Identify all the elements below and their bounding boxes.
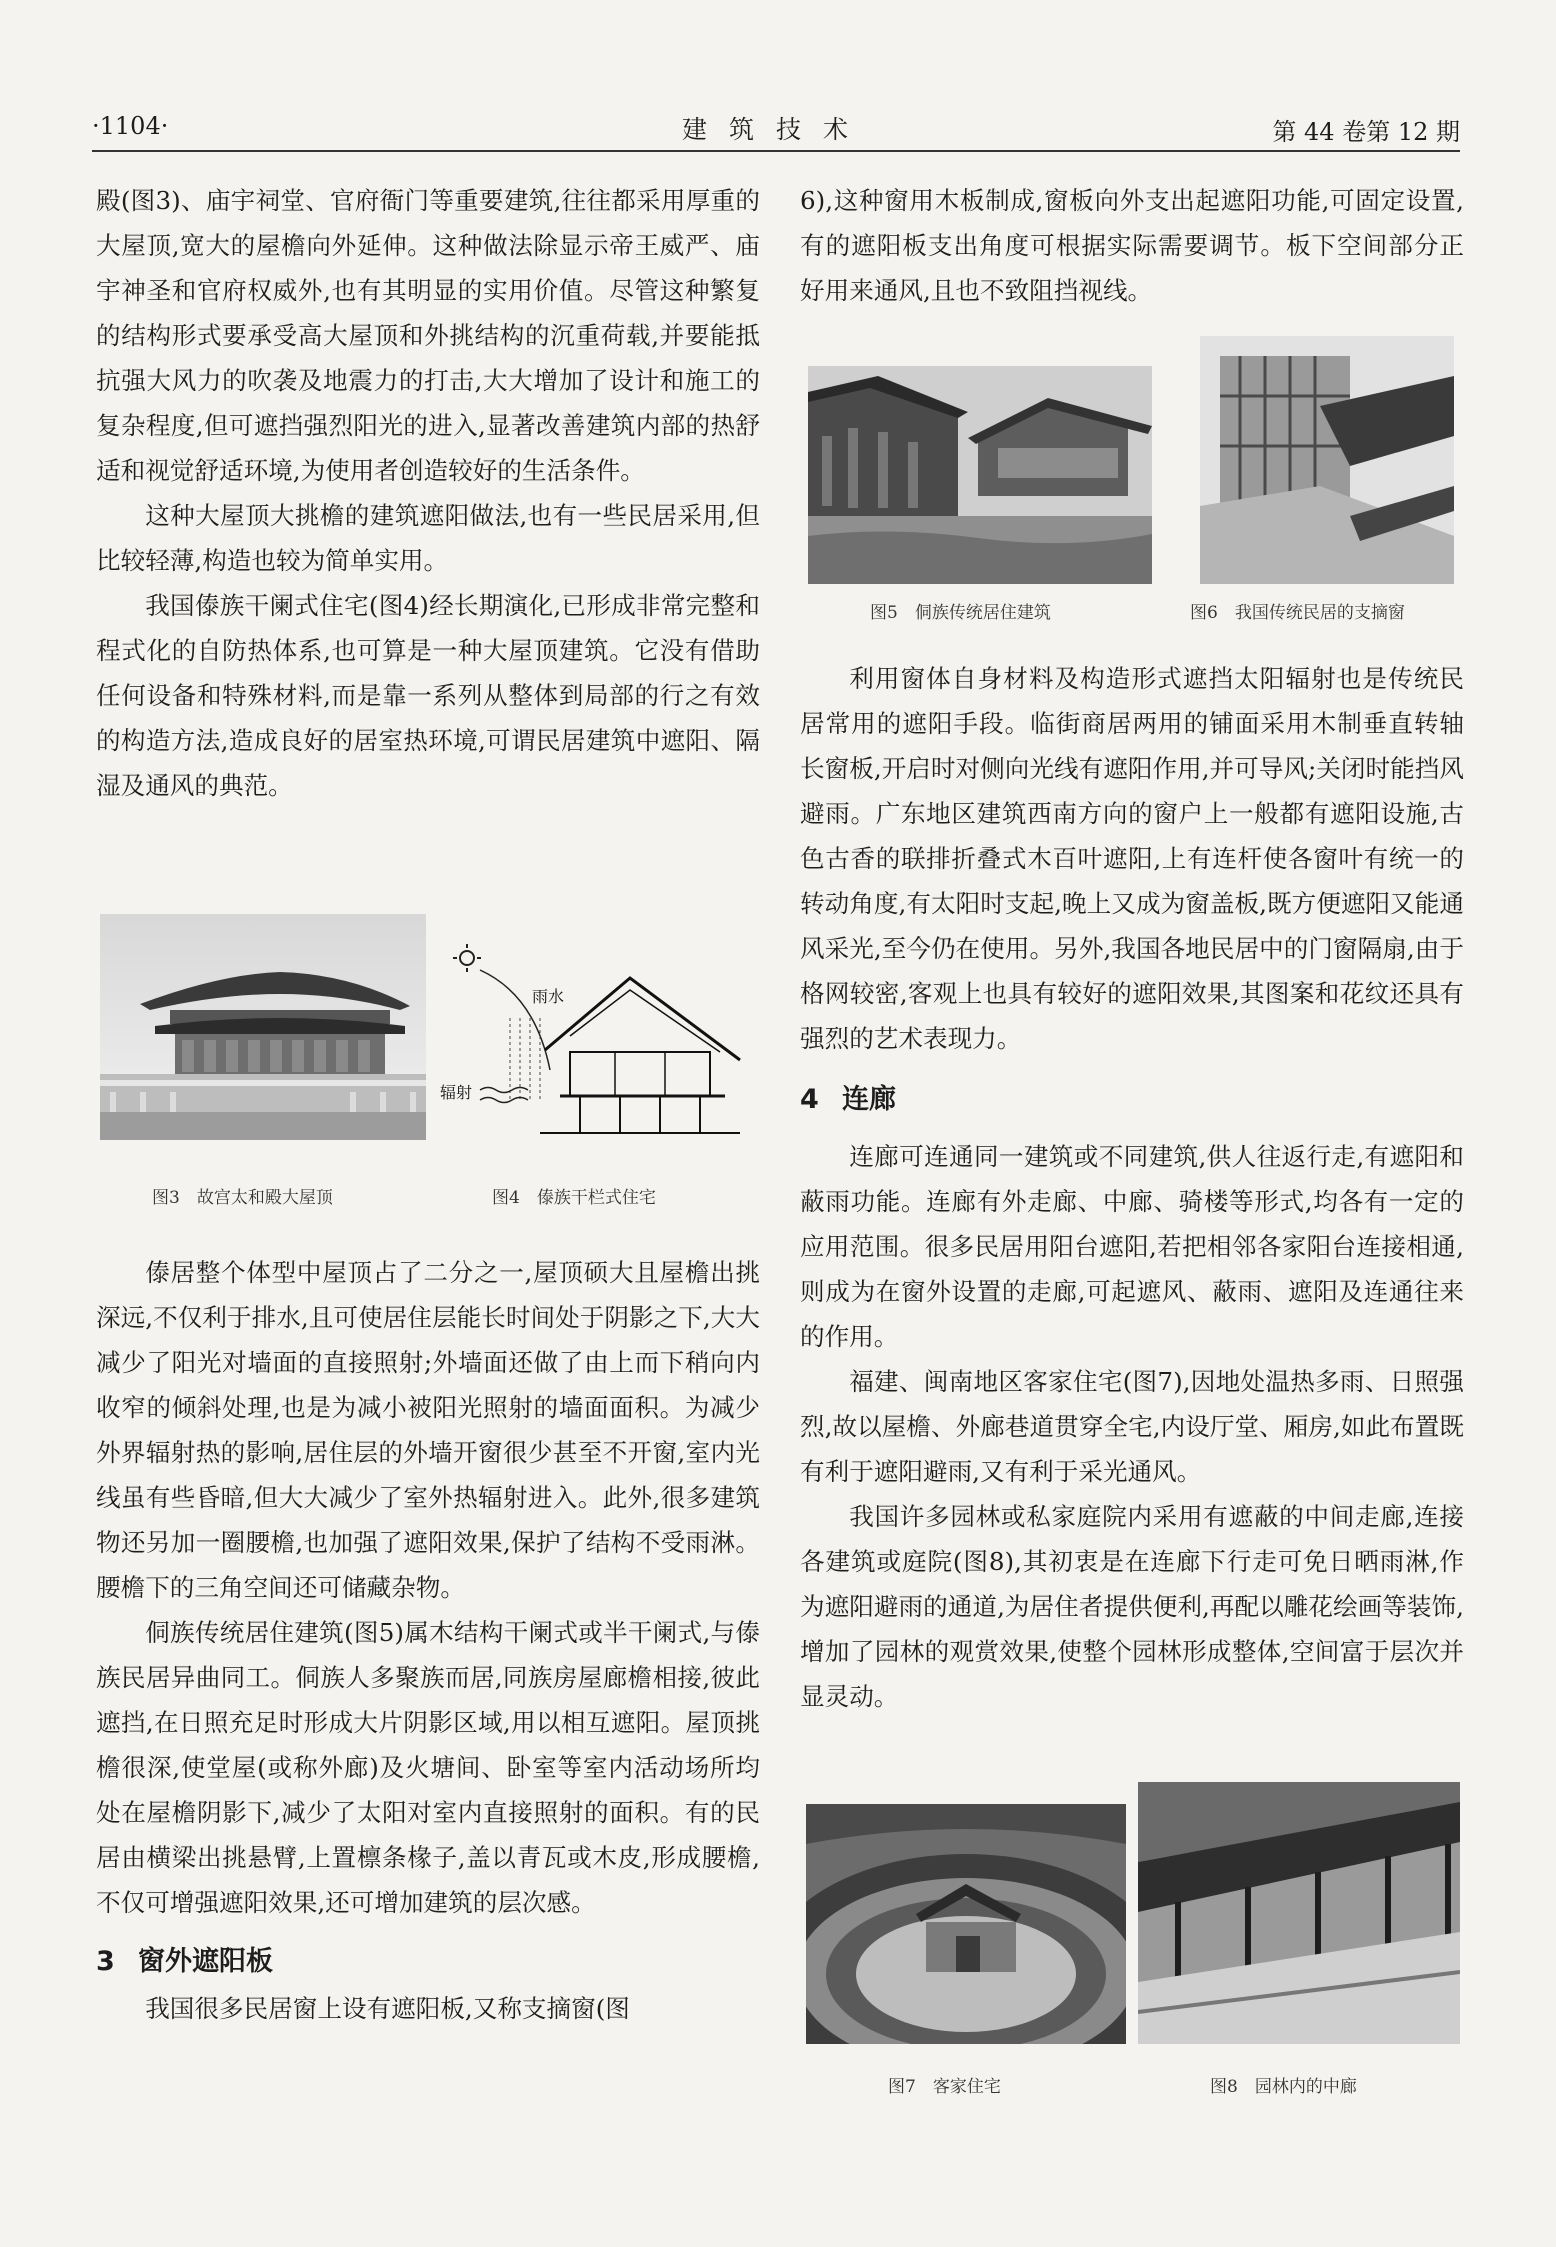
right-column-top xyxy=(800,178,1464,313)
figure-3-caption: 图3 故宫太和殿大屋顶 xyxy=(152,1188,333,1208)
paragraph: 我国许多园林或私家庭院内采用有遮蔽的中间走廊,连接各建筑或庭院(图8),其初衷是在连廊下行走可免日晒雨淋,作为遮阳避雨的通道,为居住者提供便利,再配以雕花绘画等装饰,增加了园林的观赏效果,使整个园林形成整体,空间富于层次并显灵动。 xyxy=(800,1502,1464,1711)
header-rule xyxy=(92,150,1460,152)
figure-5-caption: 图5 侗族传统居住建筑 xyxy=(870,603,1051,623)
section-title: 连廊 xyxy=(842,1084,896,1115)
paragraph: 福建、闽南地区客家住宅(图7),因地处温热多雨、日照强烈,故以屋檐、外廊巷道贯穿全宅,内设厅堂、厢房,如此布置既有利于遮阳避雨,又有利于采光通风。 xyxy=(800,1367,1464,1486)
figure-7-caption: 图7 客家住宅 xyxy=(888,2077,1001,2097)
section-number: 3 xyxy=(96,1946,115,1977)
paragraph: 殿(图3)、庙宇祠堂、官府衙门等重要建筑,往往都采用厚重的大屋顶,宽大的屋檐向外延伸。这种做法除显示帝王威严、庙宇神圣和官府权威外,也有其明显的实用价值。尽管这种繁复的结构形式要承受高大屋顶和外挑结构的沉重荷载,并要能抵抗强大风力的吹袭及地震力的打击,大大增加了设计和施工的复杂程度,但可遮挡强烈阳光的进入,显著改善建筑内部的热舒适和视觉舒适环境,为使用者创造较好的生活条件。 xyxy=(96,186,760,485)
right-column-middle xyxy=(800,656,1464,1719)
figure-5-photo xyxy=(808,366,1152,584)
paragraph: 我国傣族干阑式住宅(图4)经长期演化,已形成非常完整和程式化的自防热体系,也可算是一种大屋顶建筑。它没有借助任何设备和特殊材料,而是靠一系列从整体到局部的行之有效的构造方法,造成良好的居室热环境,可谓民居建筑中遮阳、隔湿及通风的典范。 xyxy=(96,591,760,800)
section-4-heading xyxy=(800,1077,1464,1116)
figure-6-photo xyxy=(1200,336,1454,584)
page-number: ·1104· xyxy=(92,112,169,140)
left-column-bottom xyxy=(96,1250,760,2031)
figure-6-caption: 图6 我国传统民居的支摘窗 xyxy=(1190,603,1405,623)
section-title: 窗外遮阳板 xyxy=(138,1946,273,1977)
label-rain: 雨水 xyxy=(532,987,565,1006)
paragraph: 傣居整个体型中屋顶占了二分之一,屋顶硕大且屋檐出挑深远,不仅利于排水,且可使居住层能长时间处于阴影之下,大大减少了阳光对墙面的直接照射;外墙面还做了由上而下稍向内收窄的倾斜处理,也是为减小被阳光照射的墙面面积。为减少外界辐射热的影响,居住层的外墙开窗很少甚至不开窗,室内光线虽有些昏暗,但大大减少了室外热辐射进入。此外,很多建筑物还另加一圈腰檐,也加强了遮阳效果,保护了结构不受雨淋。腰檐下的三角空间还可储藏杂物。 xyxy=(96,1258,760,1602)
paragraph: 利用窗体自身材料及构造形式遮挡太阳辐射也是传统民居常用的遮阳手段。临街商居两用的铺面采用木制垂直转轴长窗板,开启时对侧向光线有遮阳作用,并可导风;关闭时能挡风避雨。广东地区建筑西南方向的窗户上一般都有遮阳设施,古色古香的联排折叠式木百叶遮阳,上有连杆使各窗叶有统一的转动角度,有太阳时支起,晚上又成为窗盖板,既方便遮阳又能通风采光,至今仍在使用。另外,我国各地民居中的门窗隔扇,由于格网较密,客观上也具有较好的遮阳效果,其图案和花纹还具有强烈的艺术表现力。 xyxy=(800,664,1464,1053)
journal-title: 建筑技术 xyxy=(681,115,870,144)
figure-8-photo xyxy=(1138,1782,1460,2044)
figure-4-drawing xyxy=(440,940,750,1140)
paragraph: 这种大屋顶大挑檐的建筑遮阳做法,也有一些民居采用,但比较轻薄,构造也较为简单实用。 xyxy=(96,501,760,575)
label-radiation: 辐射 xyxy=(440,1083,473,1102)
section-number: 4 xyxy=(800,1084,819,1115)
page-header xyxy=(92,108,1460,152)
paragraph: 连廊可连通同一建筑或不同建筑,供人往返行走,有遮阳和蔽雨功能。连廊有外走廊、中廊、骑楼等形式,均各有一定的应用范围。很多民居用阳台遮阳,若把相邻各家阳台连接相通,则成为在窗外设置的走廊,可起遮风、蔽雨、遮阳及连通往来的作用。 xyxy=(800,1142,1464,1351)
section-3-heading xyxy=(96,1939,760,1978)
paragraph: 侗族传统居住建筑(图5)属木结构干阑式或半干阑式,与傣族民居异曲同工。侗族人多聚族而居,同族房屋廊檐相接,彼此遮挡,在日照充足时形成大片阴影区域,用以相互遮阳。屋顶挑檐很深,使堂屋(或称外廊)及火塘间、卧室等室内活动场所均处在屋檐阴影下,减少了太阳对室内直接照射的面积。有的民居由横梁出挑悬臂,上置檩条椽子,盖以青瓦或木皮,形成腰檐,不仅可增强遮阳效果,还可增加建筑的层次感。 xyxy=(96,1618,760,1917)
left-column-top xyxy=(96,178,760,808)
paragraph: 6),这种窗用木板制成,窗板向外支出起遮阳功能,可固定设置,有的遮阳板支出角度可根据实际需要调节。板下空间部分正好用来通风,且也不致阻挡视线。 xyxy=(800,186,1464,305)
figure-8-caption: 图8 园林内的中廊 xyxy=(1210,2077,1357,2097)
paragraph: 我国很多民居窗上设有遮阳板,又称支摘窗(图 xyxy=(145,1994,630,2023)
figure-7-photo xyxy=(806,1804,1126,2044)
volume-issue: 第 44 卷第 12 期 xyxy=(1272,118,1460,146)
figure-4-caption: 图4 傣族干栏式住宅 xyxy=(492,1188,656,1208)
figure-3-photo xyxy=(100,914,426,1140)
